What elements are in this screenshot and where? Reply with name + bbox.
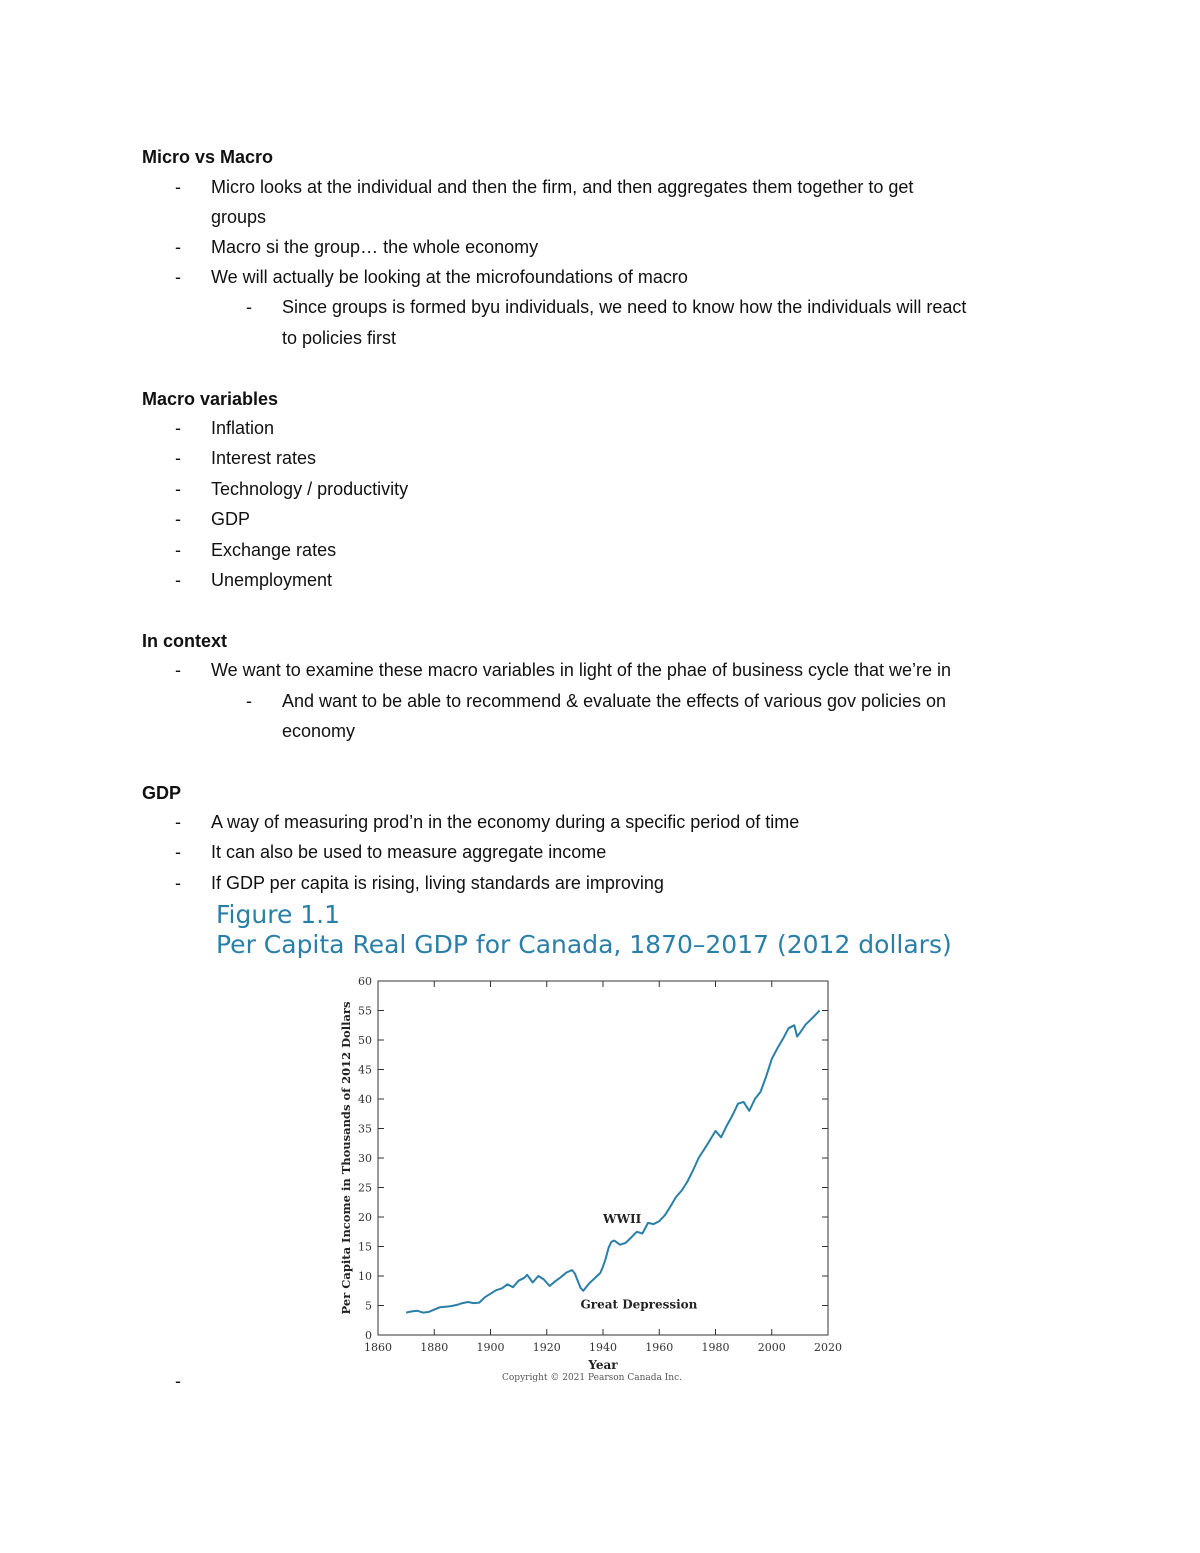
bullet-dash: - xyxy=(175,812,181,832)
bullet-dash: - xyxy=(175,540,181,560)
x-tick-label: 1940 xyxy=(589,1341,617,1354)
x-tick-label: 2000 xyxy=(757,1341,786,1354)
x-tick-label: 1860 xyxy=(364,1341,392,1354)
y-tick-label: 55 xyxy=(358,1004,372,1018)
y-tick-label: 10 xyxy=(358,1270,372,1283)
bullet-dash: - xyxy=(175,177,181,197)
bullet-text: A way of measuring prod’n in the economy during a specific period of time xyxy=(211,812,800,832)
bullet-text: We want to examine these macro variables in light of the phae of business cycle that we’re in xyxy=(211,660,952,680)
plot-frame xyxy=(378,981,828,1335)
section-heading-micro-vs-macro: Micro vs Macro xyxy=(142,147,274,167)
y-tick-label: 20 xyxy=(358,1211,372,1224)
bullet-dash: - xyxy=(175,842,181,862)
bullet-dash: - xyxy=(175,479,181,499)
bullet-dash: - xyxy=(175,448,181,468)
bullet-dash: - xyxy=(175,570,181,590)
bullet-text: GDP xyxy=(211,509,251,529)
bullet-dash: - xyxy=(175,873,181,893)
y-axis-label: Per Capita Income in Thousands of 2012 Dollars xyxy=(339,1001,353,1315)
y-tick-label: 40 xyxy=(358,1093,372,1106)
annotation-wwii: WWII xyxy=(603,1211,642,1226)
bullet-text: Exchange rates xyxy=(211,540,337,560)
x-tick-label: 1920 xyxy=(532,1341,561,1354)
gdp-series-line xyxy=(406,1011,819,1313)
bullet-dash: - xyxy=(246,297,252,317)
bullet-dash: - xyxy=(175,267,181,287)
bullet-text: Technology / productivity xyxy=(211,479,409,499)
bullet-dash: - xyxy=(246,691,252,711)
bullet-dash: - xyxy=(175,1371,181,1391)
bullet-text: Since groups is formed byu individuals, we need to know how the individuals will react xyxy=(282,297,967,317)
y-tick-label: 0 xyxy=(365,1329,372,1342)
annotation-great-depression: Great Depression xyxy=(580,1297,698,1312)
x-tick-label: 1880 xyxy=(420,1341,449,1354)
bullet-dash: - xyxy=(175,509,181,529)
bullet-text: to policies first xyxy=(282,328,397,348)
y-tick-label: 45 xyxy=(358,1063,372,1077)
x-tick-label: 1960 xyxy=(645,1341,674,1354)
figure-label: Figure 1.1 xyxy=(216,900,341,929)
bullet-dash: - xyxy=(175,237,181,257)
y-tick-label: 5 xyxy=(365,1299,372,1313)
section-heading-macro-variables: Macro variables xyxy=(142,389,279,409)
figure-title: Per Capita Real GDP for Canada, 1870–2017 (2012 dollars) xyxy=(216,930,952,959)
bullet-text: We will actually be looking at the microfoundations of macro xyxy=(211,267,688,287)
y-tick-label: 15 xyxy=(358,1240,372,1254)
bullet-text: Interest rates xyxy=(211,448,317,468)
bullet-text: And want to be able to recommend & evaluate the effects of various gov policies on xyxy=(282,691,947,711)
y-tick-label: 25 xyxy=(358,1181,372,1195)
bullet-text: Micro looks at the individual and then the firm, and then aggregates them together to get xyxy=(211,177,914,197)
x-tick-label: 1980 xyxy=(701,1341,730,1354)
x-tick-label: 1900 xyxy=(476,1341,505,1354)
x-axis-label: Year xyxy=(588,1358,618,1372)
bullet-text: If GDP per capita is rising, living standards are improving xyxy=(211,873,664,893)
gdp-line-chart xyxy=(330,970,860,1390)
bullet-dash: - xyxy=(175,418,181,438)
section-heading-gdp: GDP xyxy=(142,783,182,803)
bullet-dash: - xyxy=(175,660,181,680)
x-tick-label: 2020 xyxy=(814,1341,842,1354)
bullet-text: Unemployment xyxy=(211,570,333,590)
section-heading-in-context: In context xyxy=(142,631,228,651)
y-tick-label: 30 xyxy=(358,1152,372,1165)
bullet-text: Macro si the group… the whole economy xyxy=(211,237,539,257)
bullet-text: It can also be used to measure aggregate income xyxy=(211,842,607,862)
bullet-text: economy xyxy=(282,721,356,741)
copyright-notice: Copyright © 2021 Pearson Canada Inc. xyxy=(502,1373,682,1383)
bullet-text: Inflation xyxy=(211,418,275,438)
y-tick-label: 35 xyxy=(358,1122,372,1136)
y-tick-label: 60 xyxy=(358,975,372,988)
y-tick-label: 50 xyxy=(358,1034,372,1047)
bullet-text: groups xyxy=(211,207,267,227)
